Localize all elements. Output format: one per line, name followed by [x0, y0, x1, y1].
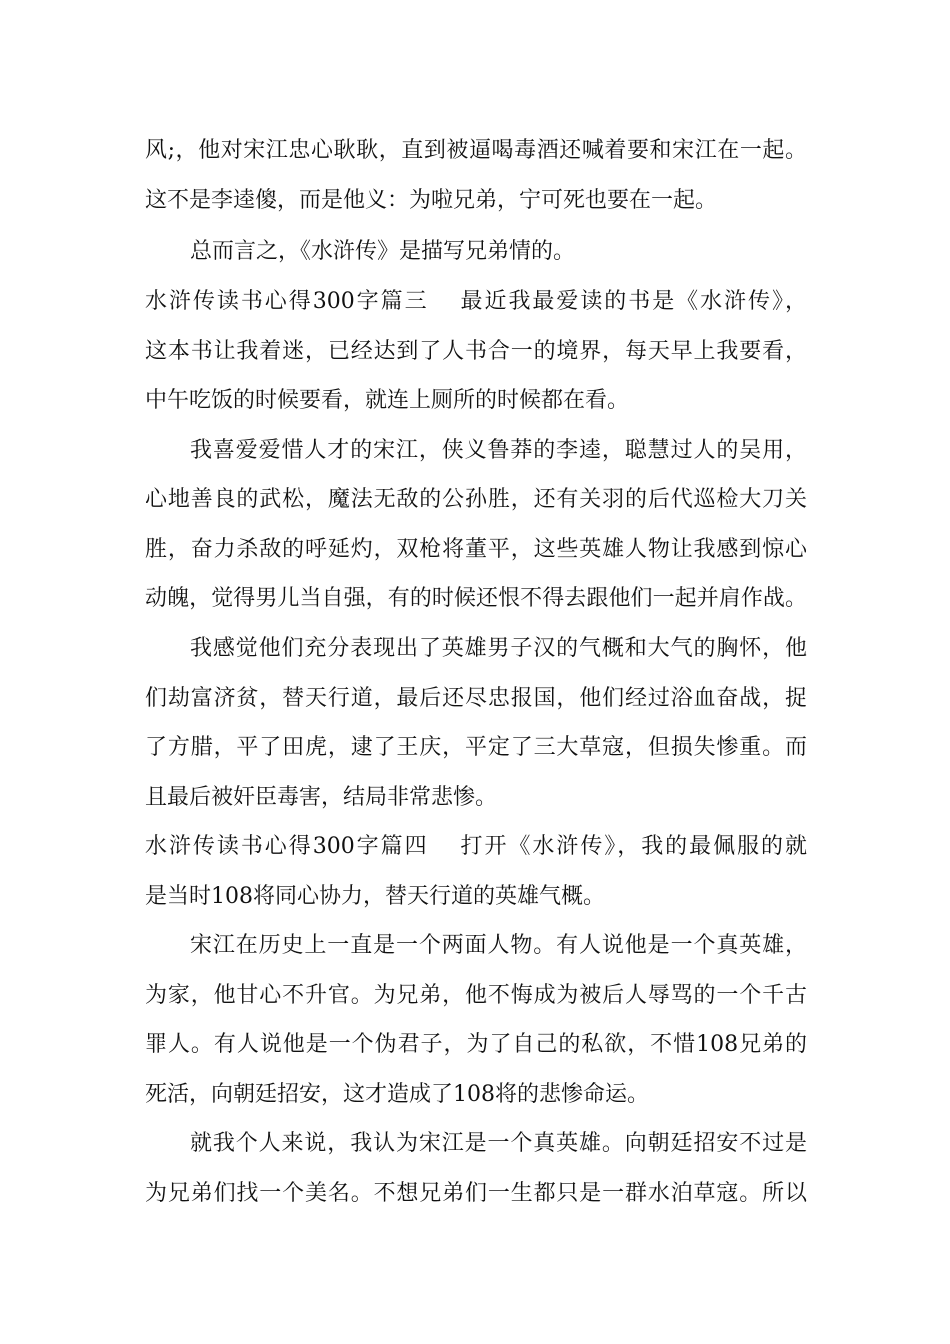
section-heading: 水浒传读书心得300字篇四 — [145, 834, 429, 859]
text-line: 我喜爱爱惜人才的宋江，侠义鲁莽的李逵，聪慧过人的吴用， — [190, 438, 807, 463]
text-line: 这本书让我着迷，已经达到了人书合一的境界，每天早上我要看， — [145, 339, 807, 364]
text-line: 死活，向朝廷招安，这才造成了108将的悲惨命运。 — [145, 1082, 649, 1107]
text-line: 为兄弟们找一个美名。不想兄弟们一生都只是一群水泊草寇。所以 — [145, 1181, 807, 1206]
text-line: 动魄，觉得男儿当自强，有的时候还恨不得去跟他们一起并肩作战。 — [145, 586, 807, 611]
text-line: 了方腊，平了田虎，逮了王庆，平定了三大草寇，但损失惨重。而 — [145, 735, 807, 760]
text-line: 总而言之，《水浒传》是描写兄弟情的。 — [190, 239, 576, 264]
section-heading-line — [145, 287, 807, 317]
text-line: 中午吃饭的时候要看，就连上厕所的时候都在看。 — [145, 388, 630, 413]
text-line: 最近我最爱读的书是《水浒传》， — [458, 289, 807, 314]
text-line: 这不是李逵傻，而是他义：为啦兄弟，宁可死也要在一起。 — [145, 188, 718, 213]
text-line: 心地善良的武松，魔法无敌的公孙胜，还有关羽的后代巡检大刀关 — [145, 487, 807, 512]
text-line: 为家，他甘心不升官。为兄弟，他不悔成为被后人辱骂的一个千古 — [145, 983, 807, 1008]
text-line: 罪人。有人说他是一个伪君子，为了自己的私欲，不惜108兄弟的 — [145, 1032, 807, 1057]
text-line: 们劫富济贫，替天行道，最后还尽忠报国，他们经过浴血奋战，捉 — [145, 686, 807, 711]
text-line: 宋江在历史上一直是一个两面人物。有人说他是一个真英雄， — [190, 933, 807, 958]
section-heading: 水浒传读书心得300字篇三 — [145, 289, 429, 314]
text-line: 就我个人来说，我认为宋江是一个真英雄。向朝廷招安不过是 — [190, 1131, 807, 1156]
section-heading-line — [145, 832, 807, 862]
text-line: 胜，奋力杀敌的呼延灼，双枪将董平，这些英雄人物让我感到惊心 — [145, 537, 807, 562]
text-line: 我感觉他们充分表现出了英雄男子汉的气概和大气的胸怀，他 — [190, 636, 807, 661]
text-line: 风;，他对宋江忠心耿耿，直到被逼喝毒酒还喊着要和宋江在一起。 — [145, 138, 807, 163]
text-line: 打开《水浒传》，我的最佩服的就 — [458, 834, 807, 859]
text-line: 是当时108将同心协力，替天行道的英雄气概。 — [145, 884, 605, 909]
text-line: 且最后被奸臣毒害，结局非常悲惨。 — [145, 785, 498, 810]
